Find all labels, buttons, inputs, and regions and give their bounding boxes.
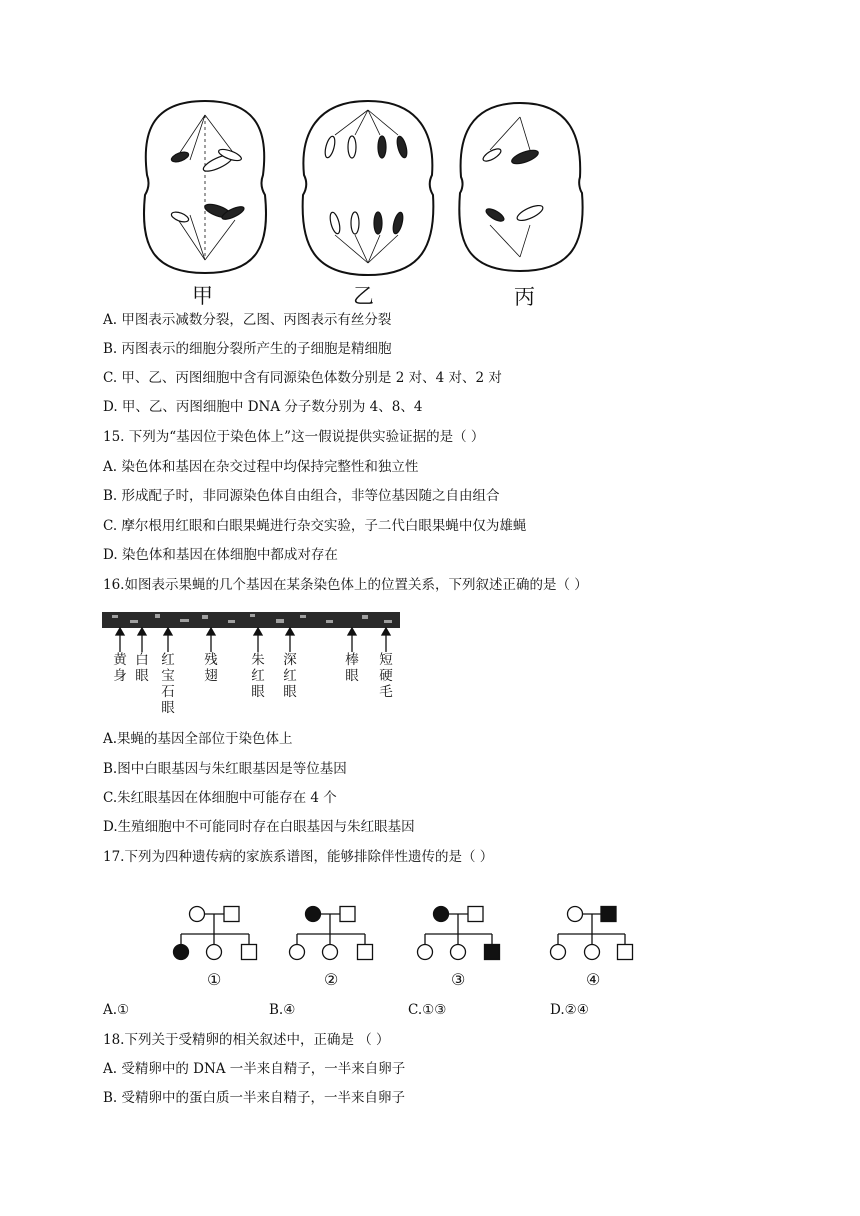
cell-label-yi: 乙 (353, 284, 374, 308)
q16-option-a: A.果蝇的基因全部位于染色体上 (103, 731, 293, 747)
pedigree-label-2: ② (324, 970, 339, 989)
cell-yi-outline (303, 101, 434, 275)
q17-stem: 17.下列为四种遗传病的家族系谱图，能够排除伴性遗传的是（ ） (103, 849, 494, 865)
q16-option-d: D.生殖细胞中不可能同时存在白眼基因与朱红眼基因 (103, 819, 415, 835)
gene-label-bangyan: 棒 眼 (345, 652, 359, 684)
pedigree-4 (551, 907, 633, 960)
gene-label-hongbaoshiyan: 红 宝 石 眼 (161, 652, 175, 716)
pedigree-3 (418, 907, 500, 960)
q16-stem: 16.如图表示果蝇的几个基因在某条染色体上的位置关系，下列叙述正确的是（ ） (103, 577, 588, 593)
q17-option-b: B.④ (269, 1002, 296, 1018)
gene-label-baiyan: 白 眼 (135, 652, 149, 684)
q18-option-a: A. 受精卵中的 DNA 一半来自精子，一半来自卵子 (103, 1061, 406, 1077)
q17-option-d: D.②④ (550, 1002, 589, 1018)
q16-option-b: B.图中白眼基因与朱红眼基因是等位基因 (103, 761, 347, 777)
q14-option-a: A. 甲图表示减数分裂，乙图、丙图表示有丝分裂 (103, 312, 392, 328)
gene-label-zhuhongyan: 朱 红 眼 (251, 652, 265, 700)
gene-label-shenhongyan: 深 红 眼 (283, 652, 297, 700)
q15-option-d: D. 染色体和基因在体细胞中都成对存在 (103, 547, 338, 563)
q16-option-c: C.朱红眼基因在体细胞中可能存在 4 个 (103, 790, 337, 806)
cell-label-bing: 丙 (514, 285, 535, 309)
cell-division-figure (130, 95, 600, 280)
pedigree-label-1: ① (207, 970, 222, 989)
pedigree-charts (165, 900, 645, 970)
q17-option-a: A.① (103, 1002, 130, 1018)
q15-option-a: A. 染色体和基因在杂交过程中均保持完整性和独立性 (103, 459, 419, 475)
gene-label-canchi: 残 翅 (204, 652, 218, 684)
q15-option-c: C. 摩尔根用红眼和白眼果蝇进行杂交实验，子二代白眼果蝇中仅为雄蝇 (103, 518, 527, 534)
pedigree-2 (290, 907, 373, 960)
pedigree-label-4: ④ (586, 970, 601, 989)
pedigree-1 (174, 907, 257, 960)
q14-option-b: B. 丙图表示的细胞分裂所产生的子细胞是精细胞 (103, 341, 392, 357)
q15-option-b: B. 形成配子时，非同源染色体自由组合，非等位基因随之自由组合 (103, 488, 500, 504)
gene-label-duanyingmao: 短 硬 毛 (379, 652, 393, 700)
q15-stem: 15. 下列为“基因位于染色体上”这一假说提供实验证据的是（ ） (103, 429, 485, 445)
q17-option-c: C.①③ (408, 1002, 447, 1018)
q18-stem: 18.下列关于受精卵的相关叙述中，正确是 （ ） (103, 1032, 390, 1048)
pedigree-label-3: ③ (451, 970, 466, 989)
q14-option-c: C. 甲、乙、丙图细胞中含有同源染色体数分别是 2 对、4 对、2 对 (103, 370, 502, 386)
gene-label-huangshen: 黄 身 (113, 652, 127, 684)
q18-option-b: B. 受精卵中的蛋白质一半来自精子，一半来自卵子 (103, 1090, 406, 1106)
cell-label-jia: 甲 (192, 284, 213, 308)
q14-option-d: D. 甲、乙、丙图细胞中 DNA 分子数分别为 4、8、4 (103, 399, 423, 415)
cell-bing-outline (459, 103, 582, 271)
